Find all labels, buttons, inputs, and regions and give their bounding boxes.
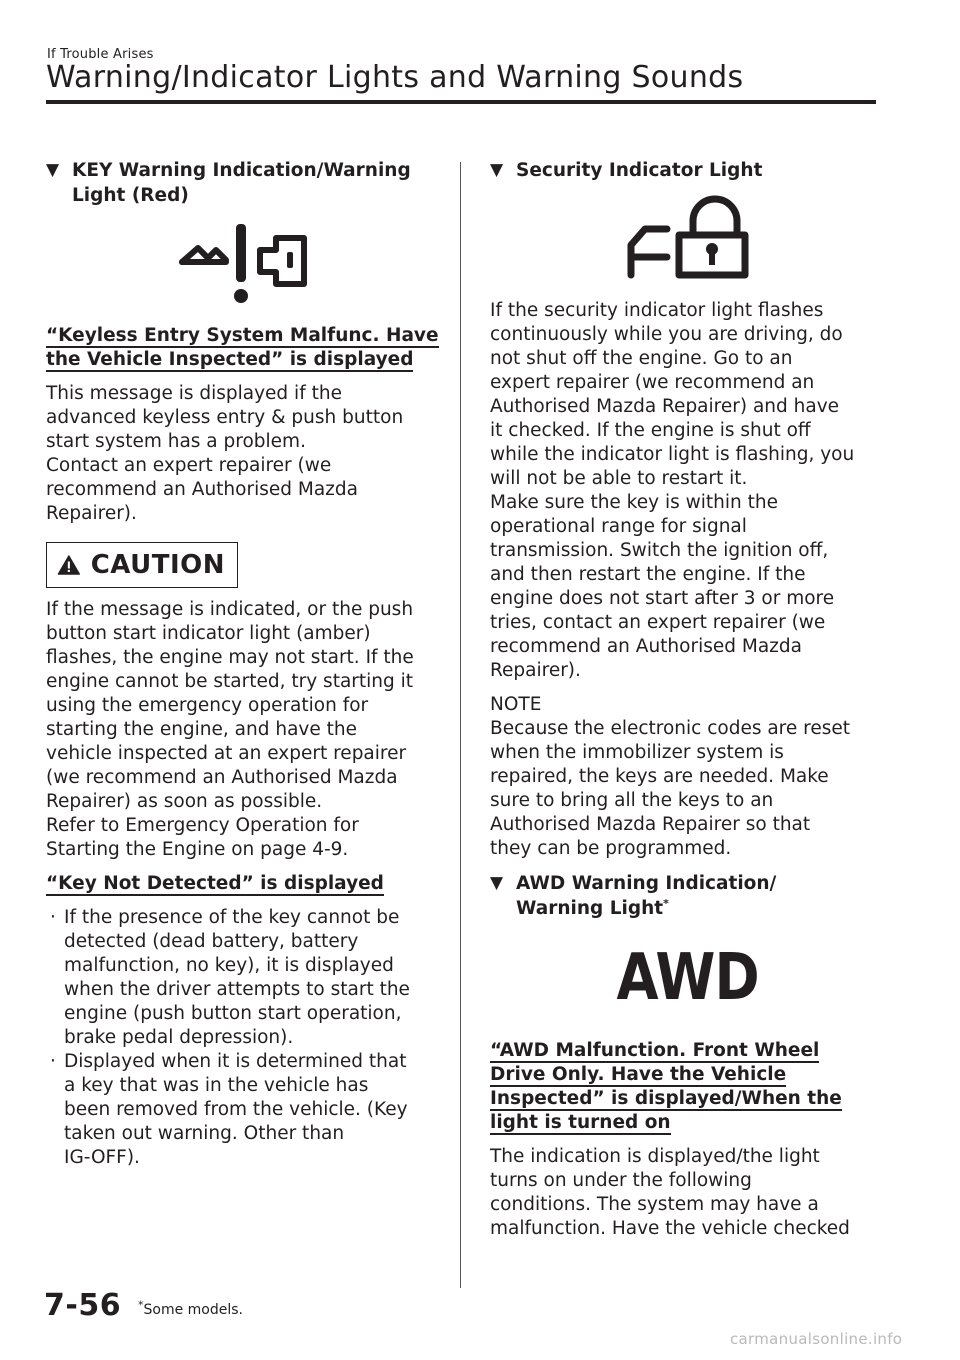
text-line: “AWD Malfunction. Front Wheel [490,1040,820,1061]
security-icon [623,193,753,283]
text-line: flashes, the engine may not start. If the [46,647,414,668]
awd-heading-line1: AWD Warning Indication/ [516,873,777,894]
key-warning-heading [46,158,442,208]
text-line: sure to bring all the keys to an [490,790,774,811]
text-line: malfunction, no key), it is displayed [64,955,394,976]
right-column [490,158,886,1241]
text-line: If the message is indicated, or the push [46,599,414,620]
column-divider [460,162,461,1288]
note-label: NOTE [490,694,542,715]
caution-label: CAUTION [90,550,225,580]
text-line: Make sure the key is within the [490,492,778,513]
awd-malfunction-subheading [490,1039,886,1135]
asterisk-mark: * [663,896,669,910]
text-line: while the indicator light is flashing, you [490,444,855,465]
bullet-item [46,906,442,1050]
text-line: recommend an Authorised Mazda [490,636,802,657]
note-paragraph [490,717,886,861]
text-line: The indication is displayed/the light [490,1146,820,1167]
footnote [138,1298,243,1318]
text-line: not shut off the engine. Go to an [490,348,793,369]
keyless-malfunc-line1: “Keyless Entry System Malfunc. Have [46,325,439,346]
text-line: Contact an expert repairer (we [46,455,332,476]
text-line: button start indicator light (amber) [46,623,371,644]
keyless-paragraph [46,382,442,526]
key-warning-heading-line1: KEY Warning Indication/Warning [72,160,411,181]
text-line: repaired, the keys are needed. Make [490,766,829,787]
text-line: IG-OFF). [64,1147,140,1168]
text-line: transmission. Switch the ignition off, [490,540,829,561]
security-heading [490,158,886,183]
security-paragraph [490,299,886,683]
awd-icon: AWD [616,941,760,1015]
keyless-malfunc-line2: the Vehicle Inspected” is displayed [46,349,414,370]
key-not-detected-subheading [46,872,442,896]
triangle-icon: ▼ [490,160,504,180]
text-line: tries, contact an expert repairer (we [490,612,826,633]
awd-paragraph [490,1145,886,1241]
text-line: This message is displayed if the [46,383,342,404]
text-line: detected (dead battery, battery [64,931,359,952]
text-line: Drive Only. Have the Vehicle [490,1064,787,1085]
text-line: engine cannot be started, try starting it [46,671,414,692]
section-label: If Trouble Arises [47,47,154,62]
text-line: when the immobilizer system is [490,742,784,763]
key-warning-icon [176,220,312,310]
text-line: vehicle inspected at an expert repairer [46,743,407,764]
text-line: Authorised Mazda Repairer) and have [490,396,840,417]
text-line: been removed from the vehicle. (Key [64,1099,408,1120]
text-line: Repairer). [46,503,137,524]
text-line: malfunction. Have the vehicle checked [490,1218,850,1239]
page-title: Warning/Indicator Lights and Warning Sounds [46,60,744,95]
bullet-dot: · [50,907,56,928]
text-line: Repairer). [490,660,581,681]
text-line: recommend an Authorised Mazda [46,479,358,500]
page-number: 7-56 [44,1288,122,1323]
text-line: light is turned on [490,1112,671,1133]
text-line: Because the electronic codes are reset [490,718,851,739]
text-line: starting the engine, and have the [46,719,357,740]
text-line: expert repairer (we recommend an [490,372,815,393]
text-line: brake pedal depression). [64,1027,294,1048]
caution-paragraph [46,598,442,862]
text-line: Authorised Mazda Repairer so that [490,814,811,835]
text-line: a key that was in the vehicle has [64,1075,369,1096]
key-not-detected-text: “Key Not Detected” is displayed [46,873,384,894]
warning-triangle-icon [57,550,81,580]
text-line: Displayed when it is determined that [64,1051,407,1072]
text-line: start system has a problem. [46,431,306,452]
caution-box [46,542,238,588]
text-line: If the security indicator light flashes [490,300,824,321]
text-line: and then restart the engine. If the [490,564,806,585]
text-line: If the presence of the key cannot be [64,907,400,928]
text-line: when the driver attempts to start the [64,979,410,1000]
text-line: advanced keyless entry & push button [46,407,404,428]
awd-icon-box [490,931,886,1025]
awd-heading [490,871,886,921]
text-line: Starting the Engine on page 4-9. [46,839,349,860]
bullet-item [46,1050,442,1170]
text-line: engine does not start after 3 or more [490,588,835,609]
text-line: they can be programmed. [490,838,732,859]
watermark: carmanualsonline.info [730,1330,903,1348]
bullet-dot: · [50,1051,56,1072]
text-line: turns on under the following [490,1170,752,1191]
security-icon-box [490,193,886,283]
triangle-icon: ▼ [490,873,504,893]
footnote-mark: * [138,1298,144,1312]
triangle-icon: ▼ [46,160,60,180]
key-warning-icon-box [46,220,442,310]
title-rule [46,100,876,104]
text-line: engine (push button start operation, [64,1003,402,1024]
text-line: Inspected” is displayed/When the [490,1088,842,1109]
awd-heading-line2: Warning Light [516,898,664,919]
left-column [46,158,442,1170]
text-line: it checked. If the engine is shut off [490,420,811,441]
text-line: taken out warning. Other than [64,1123,345,1144]
footnote-text: Some models. [143,1302,243,1318]
text-line: Repairer) as soon as possible. [46,791,323,812]
text-line: using the emergency operation for [46,695,369,716]
security-heading-text: Security Indicator Light [516,160,763,181]
text-line: (we recommend an Authorised Mazda [46,767,398,788]
text-line: continuously while you are driving, do [490,324,843,345]
keyless-malfunc-subheading [46,324,442,372]
text-line: operational range for signal [490,516,747,537]
text-line: Refer to Emergency Operation for [46,815,359,836]
key-warning-heading-line2: Light (Red) [72,185,189,206]
text-line: will not be able to restart it. [490,468,748,489]
text-line: conditions. The system may have a [490,1194,819,1215]
